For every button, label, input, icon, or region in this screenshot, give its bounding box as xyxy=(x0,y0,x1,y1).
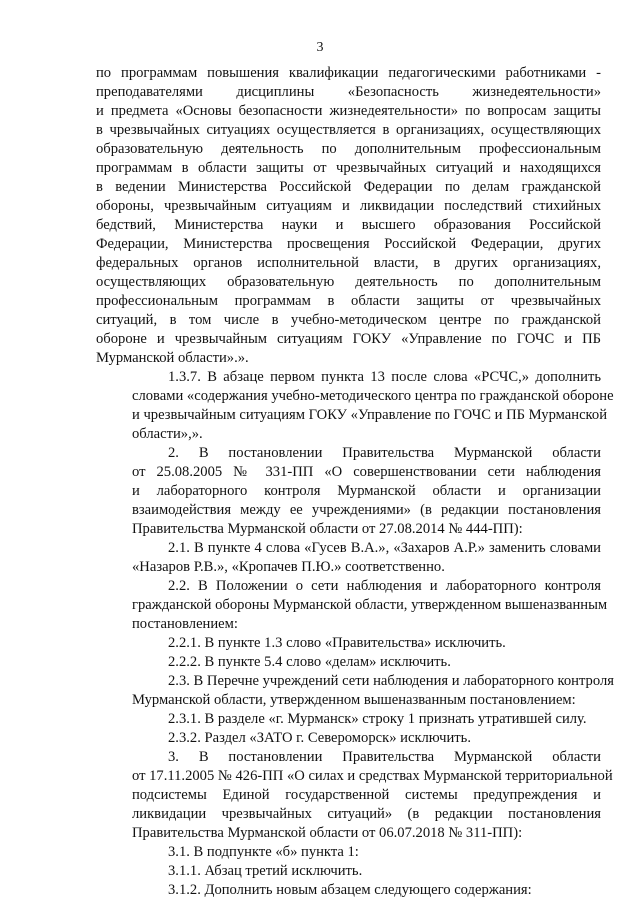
text-line: и лабораторного контроля Мурманской области и организации xyxy=(132,483,601,499)
paragraph xyxy=(96,881,601,900)
text-line: 2.2. В Положении о сети наблюдения и лабораторного контроля xyxy=(168,578,601,594)
text-line: и чрезвычайным ситуациям ГОКУ «Управление по ГОЧС и ПБ Мурманской xyxy=(132,407,608,423)
text-line: 2.3.1. В разделе «г. Мурманск» строку 1 признать утратившей силу. xyxy=(168,711,587,727)
text-line: 3. В постановлении Правительства Мурманской области xyxy=(168,749,601,765)
text-line: Правительства Мурманской области от 27.08.2014 № 444-ПП): xyxy=(132,521,523,537)
text-line: 3.1.2. Дополнить новым абзацем следующего содержания: xyxy=(168,882,532,898)
text-line: и предмета «Основы безопасности жизнедеятельности» по вопросам защиты xyxy=(96,103,601,119)
text-line: Мурманской области».». xyxy=(96,350,249,366)
text-line: в ведении Министерства Российской Федерации по делам гражданской xyxy=(96,179,601,195)
paragraph xyxy=(96,653,601,672)
text-line: гражданской обороны Мурманской области, утвержденном вышеназванным xyxy=(132,597,608,613)
document-body xyxy=(96,64,614,900)
text-line: ликвидации чрезвычайных ситуаций» (в редакции постановления xyxy=(132,806,601,822)
text-line: в чрезвычайных ситуациях осуществляется в организациях, осуществляющих xyxy=(96,122,601,138)
text-line: образовательную деятельность по дополнительным профессиональным xyxy=(96,141,601,157)
paragraph xyxy=(96,634,601,653)
text-line: 1.3.7. В абзаце первом пункта 13 после слова «РСЧС,» дополнить xyxy=(168,369,601,385)
text-line: подсистемы Единой государственной системы предупреждения и xyxy=(132,787,601,803)
paragraph xyxy=(96,444,601,539)
page-number: 3 xyxy=(316,40,324,55)
paragraph xyxy=(96,539,601,577)
paragraph xyxy=(96,862,601,881)
text-line: от 17.11.2005 № 426-ПП «О силах и средствах Мурманской территориальной xyxy=(132,768,613,784)
text-line: обороны, чрезвычайным ситуациям и ликвидации последствий стихийных xyxy=(96,198,601,214)
paragraph xyxy=(96,577,608,634)
text-line: обороне и чрезвычайным ситуациям ГОКУ «Управление по ГОЧС и ПБ xyxy=(96,331,601,347)
paragraph xyxy=(96,729,601,748)
text-line: Мурманской области, утвержденном вышеназванным постановлением: xyxy=(132,692,576,708)
text-line: программам в области защиты от чрезвычайных ситуаций и находящихся xyxy=(96,160,601,176)
paragraph xyxy=(96,64,601,368)
text-line: 2.3. В Перечне учреждений сети наблюдения и лабораторного контроля xyxy=(168,673,614,689)
text-line: «Назаров Р.В.», «Кропачев П.Ю.» соответственно. xyxy=(132,559,445,575)
text-line: осуществляющих образовательную деятельность по дополнительным xyxy=(96,274,601,290)
text-line: 2. В постановлении Правительства Мурманской области xyxy=(168,445,601,461)
text-line: от 25.08.2005 № 331-ПП «О совершенствовании сети наблюдения xyxy=(132,464,601,480)
text-line: области»,». xyxy=(132,426,203,442)
text-line: Правительства Мурманской области от 06.07.2018 № 311-ПП): xyxy=(132,825,523,841)
text-line: постановлением: xyxy=(132,616,238,632)
text-line: бедствий, Министерства науки и высшего образования Российской xyxy=(96,217,601,233)
text-line: федеральных органов исполнительной власти, в других организациях, xyxy=(96,255,601,271)
paragraph xyxy=(96,368,614,444)
text-line: 2.1. В пункте 4 слова «Гусев В.А.», «Захаров А.Р.» заменить словами xyxy=(168,540,601,556)
text-line: Федерации, Министерства просвещения Российской Федерации, других xyxy=(96,236,601,252)
text-line: по программам повышения квалификации педагогическими работниками - xyxy=(96,65,601,81)
text-line: 2.3.2. Раздел «ЗАТО г. Североморск» исключить. xyxy=(168,730,471,746)
paragraph xyxy=(96,710,601,729)
text-line: ситуаций, в том числе в учебно-методическом центре по гражданской xyxy=(96,312,601,328)
paragraph xyxy=(96,672,614,710)
text-line: 3.1. В подпункте «б» пункта 1: xyxy=(168,844,359,860)
text-line: словами «содержания учебно-методического центра по гражданской обороне xyxy=(132,388,614,404)
text-line: 2.2.1. В пункте 1.3 слово «Правительства» исключить. xyxy=(168,635,506,651)
text-line: 3.1.1. Абзац третий исключить. xyxy=(168,863,363,879)
text-line: профессиональным программам в области защиты от чрезвычайных xyxy=(96,293,601,309)
text-line: 2.2.2. В пункте 5.4 слово «делам» исключить. xyxy=(168,654,451,670)
text-line: взаимодействия между ее учреждениями» (в редакции постановления xyxy=(132,502,601,518)
text-line: преподавателями дисциплины «Безопасность жизнедеятельности» xyxy=(96,84,601,100)
paragraph xyxy=(96,843,601,862)
paragraph xyxy=(96,748,613,843)
